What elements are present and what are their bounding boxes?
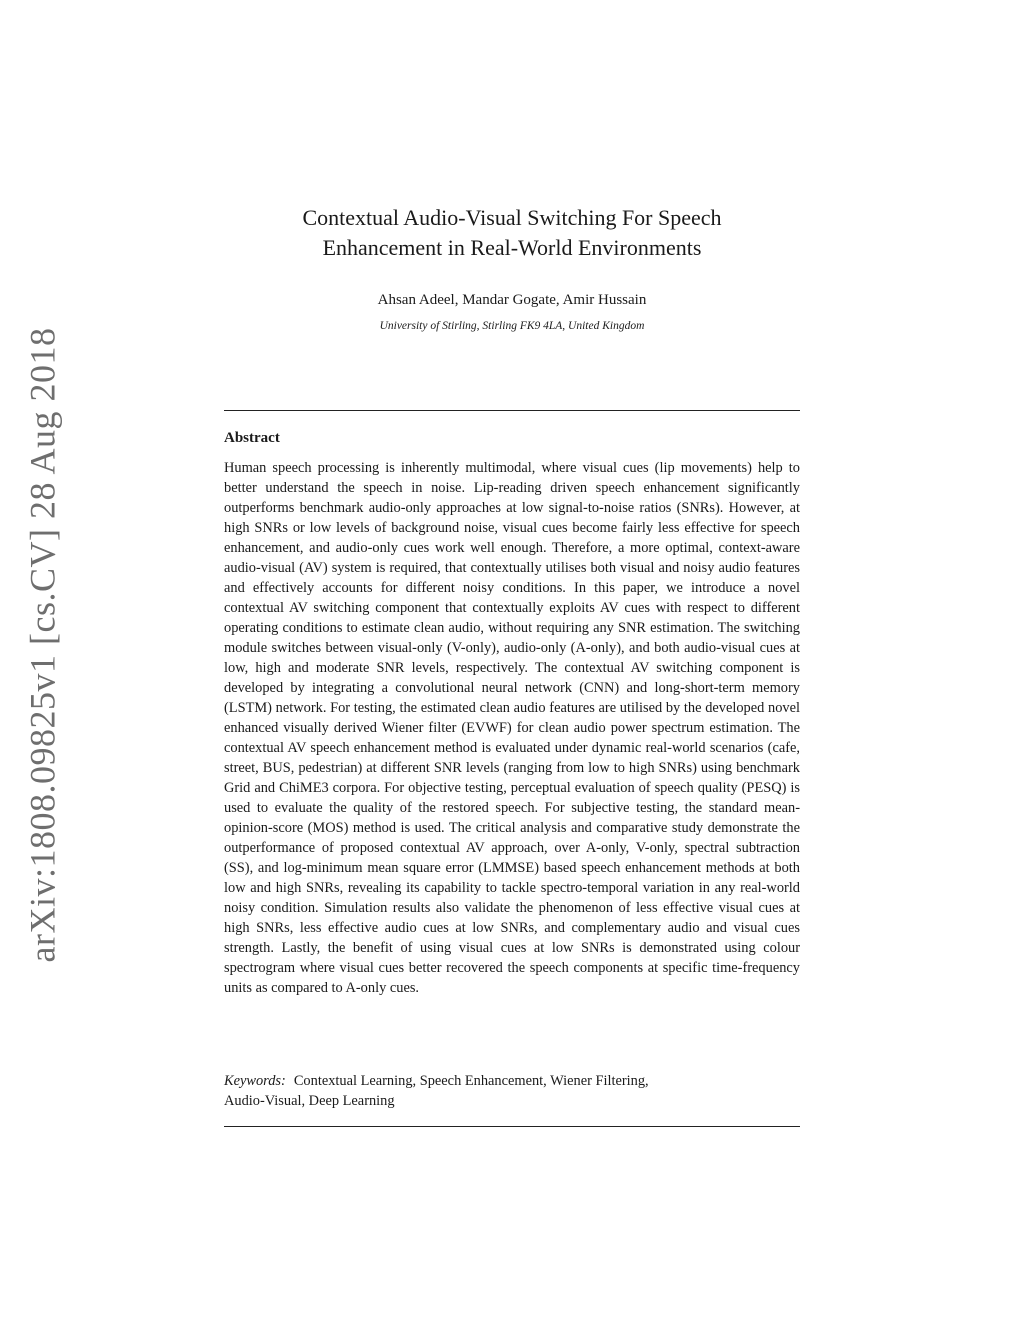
- paper-title: [224, 203, 800, 263]
- abstract-heading: Abstract: [224, 430, 280, 446]
- abstract-body: Human speech processing is inherently multimodal, where visual cues (lip movements) help to better understand the speech in noise. Lip-reading driven speech enhancement significantly outperforms benchmark audio-only approaches at low signal-to-noise ratios (SNRs). However, at high SNRs or low levels of background noise, visual cues become fairly less effective for speech enhancement, and audio-only cues work well enough. Therefore, a more optimal, context-aware audio-visual (AV) system is required, that contextually utilises both visual and noisy audio features and effectively accounts for different noisy conditions. In this paper, we introduce a novel contextual AV switching component that contextually exploits AV cues with respect to different operating conditions to estimate clean audio, without requiring any SNR estimation. The switching module switches between visual-only (V-only), audio-only (A-only), and both audio-visual cues at low, high and moderate SNR levels, respectively. The contextual AV switching component is developed by integrating a convolutional neural network (CNN) and long-short-term memory (LSTM) network. For testing, the estimated clean audio features are utilised by the developed novel enhanced visually derived Wiener filter (EVWF) for clean audio power spectrum estimation. The contextual AV speech enhancement method is evaluated under dynamic real-world scenarios (cafe, street, BUS, pedestrian) at different SNR levels (ranging from low to high SNRs) using benchmark Grid and ChiME3 corpora. For objective testing, perceptual evaluation of speech quality (PESQ) is used to evaluate the quality of the restored speech. For subjective testing, the standard mean-opinion-score (MOS) method is used. The critical analysis and comparative study demonstrate the outperformance of proposed contextual AV approach, over A-only, V-only, spectral subtraction (SS), and log-minimum mean square error (LMMSE) based speech enhancement methods at both low and high SNRs, revealing its capability to tackle spectro-temporal variation in any real-world noisy condition. Simulation results also validate the phenomenon of less effective visual cues at high SNRs, less effective audio cues at low SNRs, and complementary audio and visual cues strength. Lastly, the benefit of using visual cues at low SNRs is demonstrated using colour spectrogram where visual cues better recovered the speech components at specific time-frequency units as compared to A-only cues.: [224, 460, 800, 996]
- arxiv-identifier-stamp: [12, 327, 72, 963]
- keywords-line-2: Audio-Visual, Deep Learning: [224, 1093, 395, 1109]
- paper-affiliation: University of Stirling, Stirling FK9 4LA, United Kingdom: [379, 320, 645, 332]
- keywords-block: [224, 1071, 800, 1111]
- paper-title-line-1: Contextual Audio-Visual Switching For Speech: [302, 205, 722, 230]
- paper-authors: Ahsan Adeel, Mandar Gogate, Amir Hussain: [377, 292, 647, 308]
- abstract-top-rule: [224, 410, 800, 411]
- arxiv-identifier-text: arXiv:1808.09825v1 [cs.CV] 28 Aug 2018: [22, 327, 62, 963]
- paper-title-line-2: Enhancement in Real-World Environments: [322, 235, 702, 260]
- keywords-list-part-1: Contextual Learning, Speech Enhancement, Wiener Filtering,: [293, 1073, 649, 1089]
- keywords-label: Keywords:: [224, 1073, 286, 1089]
- abstract-bottom-rule: [224, 1126, 800, 1127]
- keywords-line-1: [224, 1071, 800, 1091]
